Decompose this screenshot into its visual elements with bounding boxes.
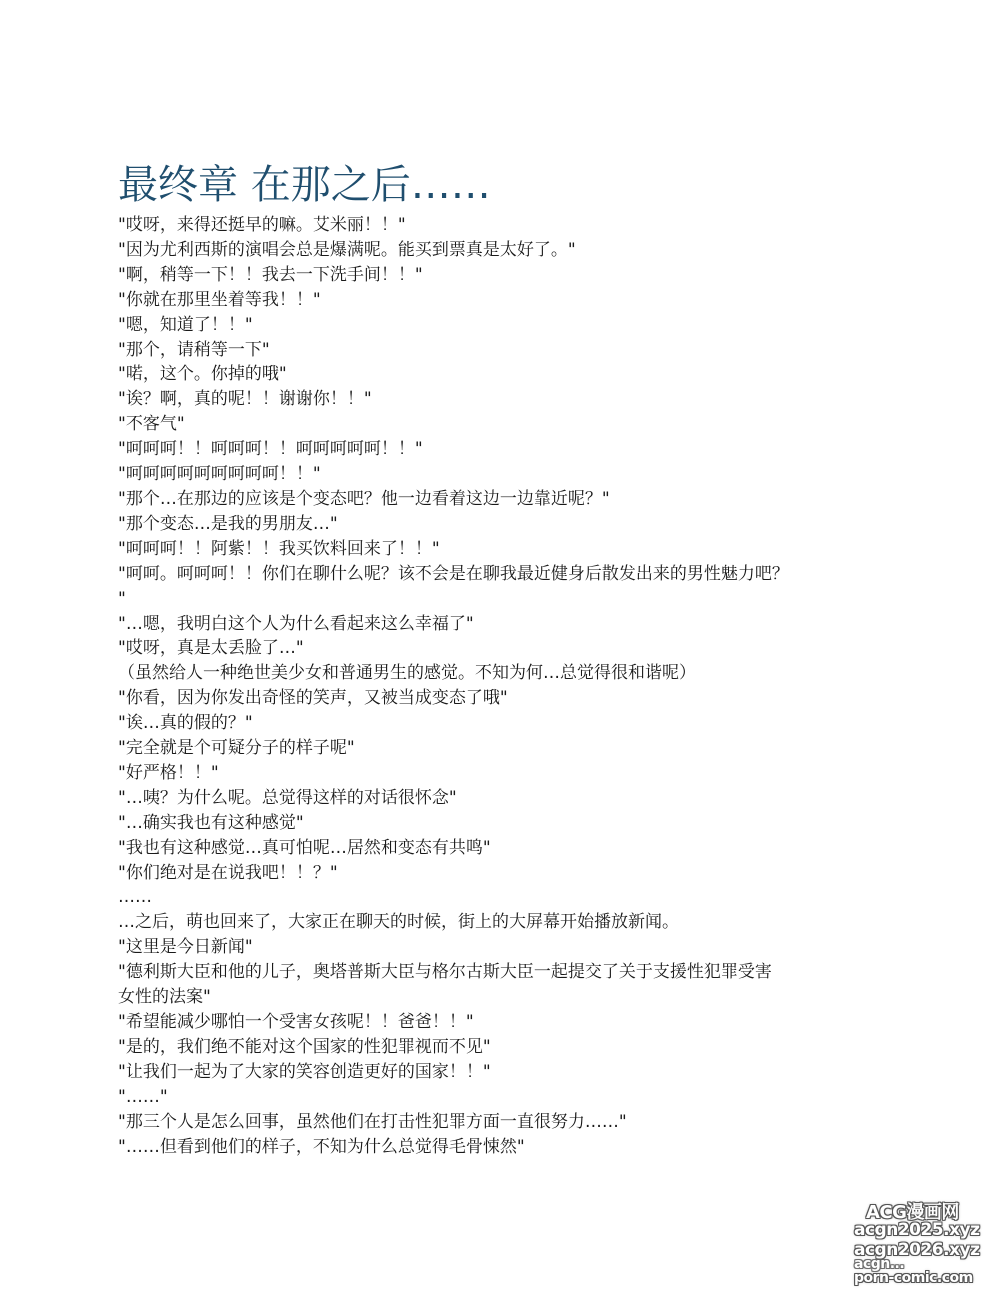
dialogue-line: "你就在那里坐着等我！！" xyxy=(118,289,321,310)
dialogue-line: …… xyxy=(118,887,152,908)
dialogue-line: "好严格！！" xyxy=(118,762,219,783)
dialogue-line: "…咦？为什么呢。总觉得这样的对话很怀念" xyxy=(118,787,457,808)
dialogue-body xyxy=(118,213,908,1159)
dialogue-line: "哎呀，真是太丢脸了…" xyxy=(118,638,304,659)
dialogue-line: "啊，稍等一下！！我去一下洗手间！！" xyxy=(118,264,423,285)
chapter-title: 最终章 在那之后…… xyxy=(118,162,491,208)
dialogue-line: "喏，这个。你掉的哦" xyxy=(118,364,287,385)
dialogue-line: "那个变态…是我的男朋友…" xyxy=(118,513,338,534)
site-watermark xyxy=(846,1198,992,1290)
dialogue-line: "…嗯，我明白这个人为什么看起来这么幸福了" xyxy=(118,613,474,634)
dialogue-line: "你看，因为你发出奇怪的笑声，又被当成变态了哦" xyxy=(118,688,508,709)
watermark-line: acgn... xyxy=(854,1256,905,1272)
dialogue-line: "是的，我们绝不能对这个国家的性犯罪视而不见" xyxy=(118,1036,491,1057)
dialogue-line: "不客气" xyxy=(118,414,185,435)
dialogue-line: "诶？啊，真的呢！！谢谢你！！" xyxy=(118,389,372,410)
watermark-line: porn-comic.com xyxy=(854,1270,973,1286)
dialogue-line: "这里是今日新闻" xyxy=(118,937,253,958)
dialogue-line: "呵呵。呵呵呵！！你们在聊什么呢？该不会是在聊我最近健身后散发出来的男性魅力吧？ xyxy=(118,563,789,584)
dialogue-line: " xyxy=(118,588,126,609)
dialogue-line: "哎呀，来得还挺早的嘛。艾米丽！！" xyxy=(118,215,406,235)
dialogue-line: "呵呵呵！！阿紫！！我买饮料回来了！！" xyxy=(118,538,440,559)
dialogue-line: "我也有这种感觉…真可怕呢…居然和变态有共鸣" xyxy=(118,837,491,858)
dialogue-line: "呵呵呵呵呵呵呵呵呵！！" xyxy=(118,464,321,485)
dialogue-line: "德利斯大臣和他的儿子，奥塔普斯大臣与格尔古斯大臣一起提交了关于支援性犯罪受害 xyxy=(118,962,772,983)
dialogue-line: "让我们一起为了大家的笑容创造更好的国家！！" xyxy=(118,1061,491,1082)
dialogue-line: "你们绝对是在说我吧！！？" xyxy=(118,862,338,883)
dialogue-line: "…确实我也有这种感觉" xyxy=(118,812,304,833)
watermark-line: acgn2025.xyz xyxy=(854,1220,980,1240)
dialogue-line: "……但看到他们的样子，不知为什么总觉得毛骨悚然" xyxy=(118,1136,525,1157)
dialogue-line: （虽然给人一种绝世美少女和普通男生的感觉。不知为何…总觉得很和谐呢） xyxy=(118,663,696,684)
dialogue-line: "……" xyxy=(118,1086,168,1107)
dialogue-line: "那三个人是怎么回事，虽然他们在打击性犯罪方面一直很努力……" xyxy=(118,1111,627,1132)
dialogue-line: …之后，萌也回来了，大家正在聊天的时候，街上的大屏幕开始播放新闻。 xyxy=(118,912,679,933)
dialogue-line: "希望能减少哪怕一个受害女孩呢！！爸爸！！" xyxy=(118,1012,474,1032)
dialogue-line: "呵呵呵！！呵呵呵！！呵呵呵呵呵！！" xyxy=(118,439,423,460)
watermark-line: ACG漫画网 xyxy=(866,1202,959,1223)
dialogue-line: 女性的法案" xyxy=(118,987,211,1008)
dialogue-line: "嗯，知道了！！" xyxy=(118,314,253,335)
dialogue-line: "因为尤利西斯的演唱会总是爆满呢。能买到票真是太好了。" xyxy=(118,239,576,260)
dialogue-line: "那个…在那边的应该是个变态吧？他一边看着这边一边靠近呢？" xyxy=(118,488,610,509)
dialogue-line: "完全就是个可疑分子的样子呢" xyxy=(118,738,355,759)
watermark-line: acgn2026.xyz xyxy=(854,1240,980,1260)
dialogue-line: "诶…真的假的？" xyxy=(118,713,253,734)
dialogue-line: "那个，请稍等一下" xyxy=(118,339,270,360)
